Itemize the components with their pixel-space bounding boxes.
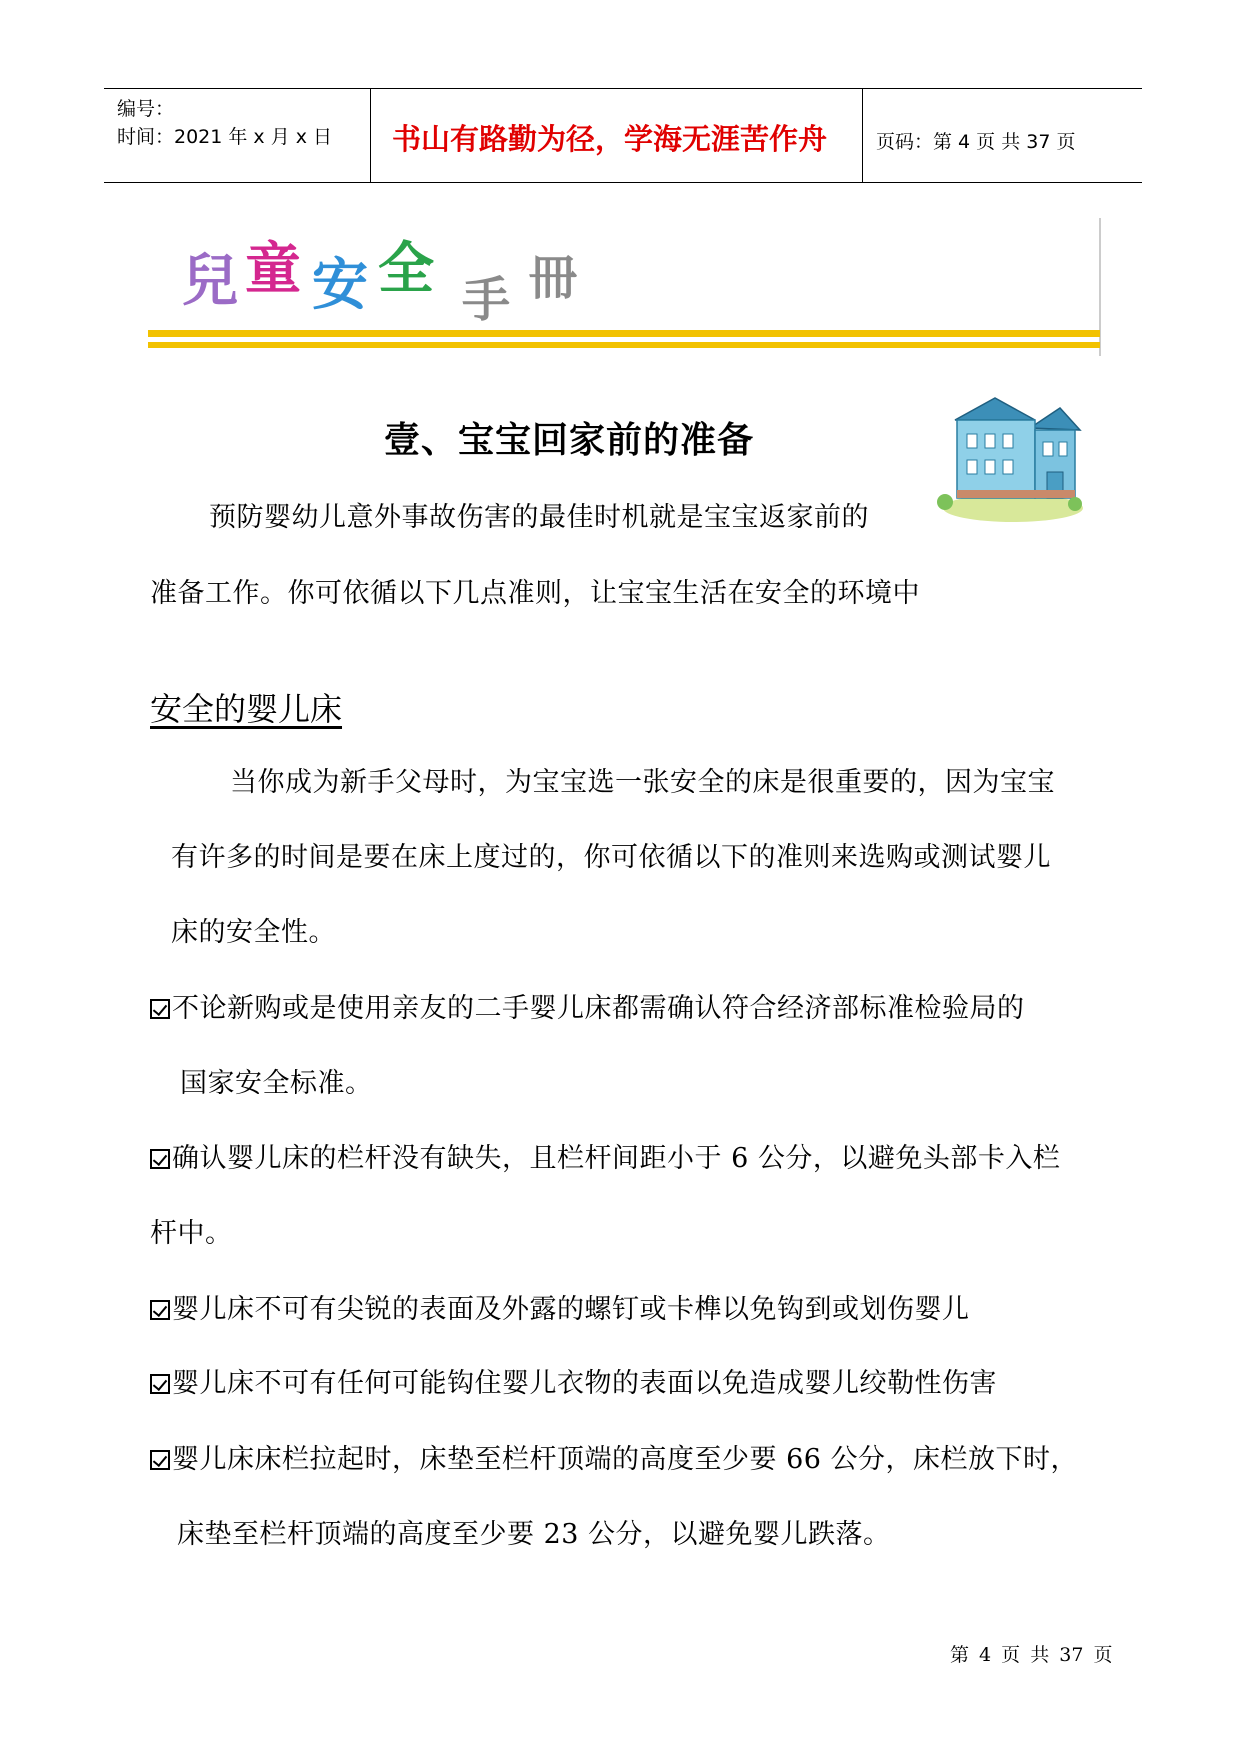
checklist-item-text: 确认婴儿床的栏杆没有缺失，且栏杆间距小于 6 公分，以避免头部卡入栏 bbox=[172, 1143, 1061, 1174]
banner-char: 兒 bbox=[182, 249, 238, 314]
page-footer: 第 4 页 共 37 页 bbox=[950, 1644, 1113, 1666]
checkbox-icon bbox=[150, 1450, 170, 1470]
banner-char: 安 bbox=[312, 253, 368, 318]
subheading: 安全的婴儿床 bbox=[150, 690, 343, 728]
checklist-item bbox=[150, 1287, 970, 1326]
checklist-item-continuation: 国家安全标准。 bbox=[180, 1068, 373, 1099]
checklist-item bbox=[150, 1437, 1078, 1476]
checklist-item-text: 婴儿床不可有尖锐的表面及外露的螺钉或卡榫以免钩到或划伤婴儿 bbox=[172, 1294, 970, 1325]
banner-stripe-top bbox=[148, 330, 1100, 337]
section-title: 壹、宝宝回家前的准备 bbox=[384, 420, 755, 461]
motto: 书山有路勤为径，学海无涯苦作舟 bbox=[392, 122, 828, 156]
banner-stripe-bottom bbox=[148, 342, 1100, 348]
banner-char: 全 bbox=[378, 237, 434, 302]
intro-line-2: 准备工作。你可依循以下几点准则，让宝宝生活在安全的环境中 bbox=[150, 578, 920, 609]
banner-char: 童 bbox=[245, 237, 301, 302]
banner-char: 冊 bbox=[528, 250, 578, 306]
checklist-item bbox=[150, 1361, 997, 1400]
checklist-item-text: 婴儿床床栏拉起时，床垫至栏杆顶端的高度至少要 66 公分，床栏放下时， bbox=[172, 1444, 1079, 1475]
checklist-item-text: 不论新购或是使用亲友的二手婴儿床都需确认符合经济部标准检验局的 bbox=[172, 993, 1025, 1024]
checklist-item bbox=[150, 1136, 1060, 1175]
serial-label: 编号： bbox=[117, 98, 175, 120]
checkbox-icon bbox=[150, 1149, 170, 1169]
header-top-rule bbox=[104, 88, 1142, 89]
paragraph-line-1: 当你成为新手父母时，为宝宝选一张安全的床是很重要的，因为宝宝 bbox=[230, 767, 1055, 798]
checkbox-icon bbox=[150, 999, 170, 1019]
house-illustration bbox=[935, 390, 1085, 525]
checklist-item-text: 婴儿床不可有任何可能钩住婴儿衣物的表面以免造成婴儿绞勒性伤害 bbox=[172, 1368, 997, 1399]
header-divider-left bbox=[370, 88, 371, 183]
checklist-item-continuation: 床垫至栏杆顶端的高度至少要 23 公分，以避免婴儿跌落。 bbox=[177, 1519, 891, 1550]
banner-char: 手 bbox=[461, 272, 511, 328]
checkbox-icon bbox=[150, 1374, 170, 1394]
paragraph-line-2: 有许多的时间是要在床上度过的，你可依循以下的准则来选购或测试婴儿 bbox=[171, 842, 1051, 873]
header-bottom-rule bbox=[104, 182, 1142, 183]
paragraph-line-3: 床的安全性。 bbox=[171, 917, 336, 948]
page-code: 页码：第 4 页 共 37 页 bbox=[876, 131, 1076, 153]
checklist-item-continuation: 杆中。 bbox=[150, 1218, 233, 1249]
checkbox-icon bbox=[150, 1300, 170, 1320]
header-divider-right bbox=[862, 88, 863, 183]
checklist-item bbox=[150, 986, 1025, 1025]
banner-logo bbox=[148, 218, 1101, 358]
intro-line-1: 预防婴幼儿意外事故伤害的最佳时机就是宝宝返家前的 bbox=[209, 502, 869, 533]
time-label: 时间：2021 年 x 月 x 日 bbox=[117, 126, 333, 148]
